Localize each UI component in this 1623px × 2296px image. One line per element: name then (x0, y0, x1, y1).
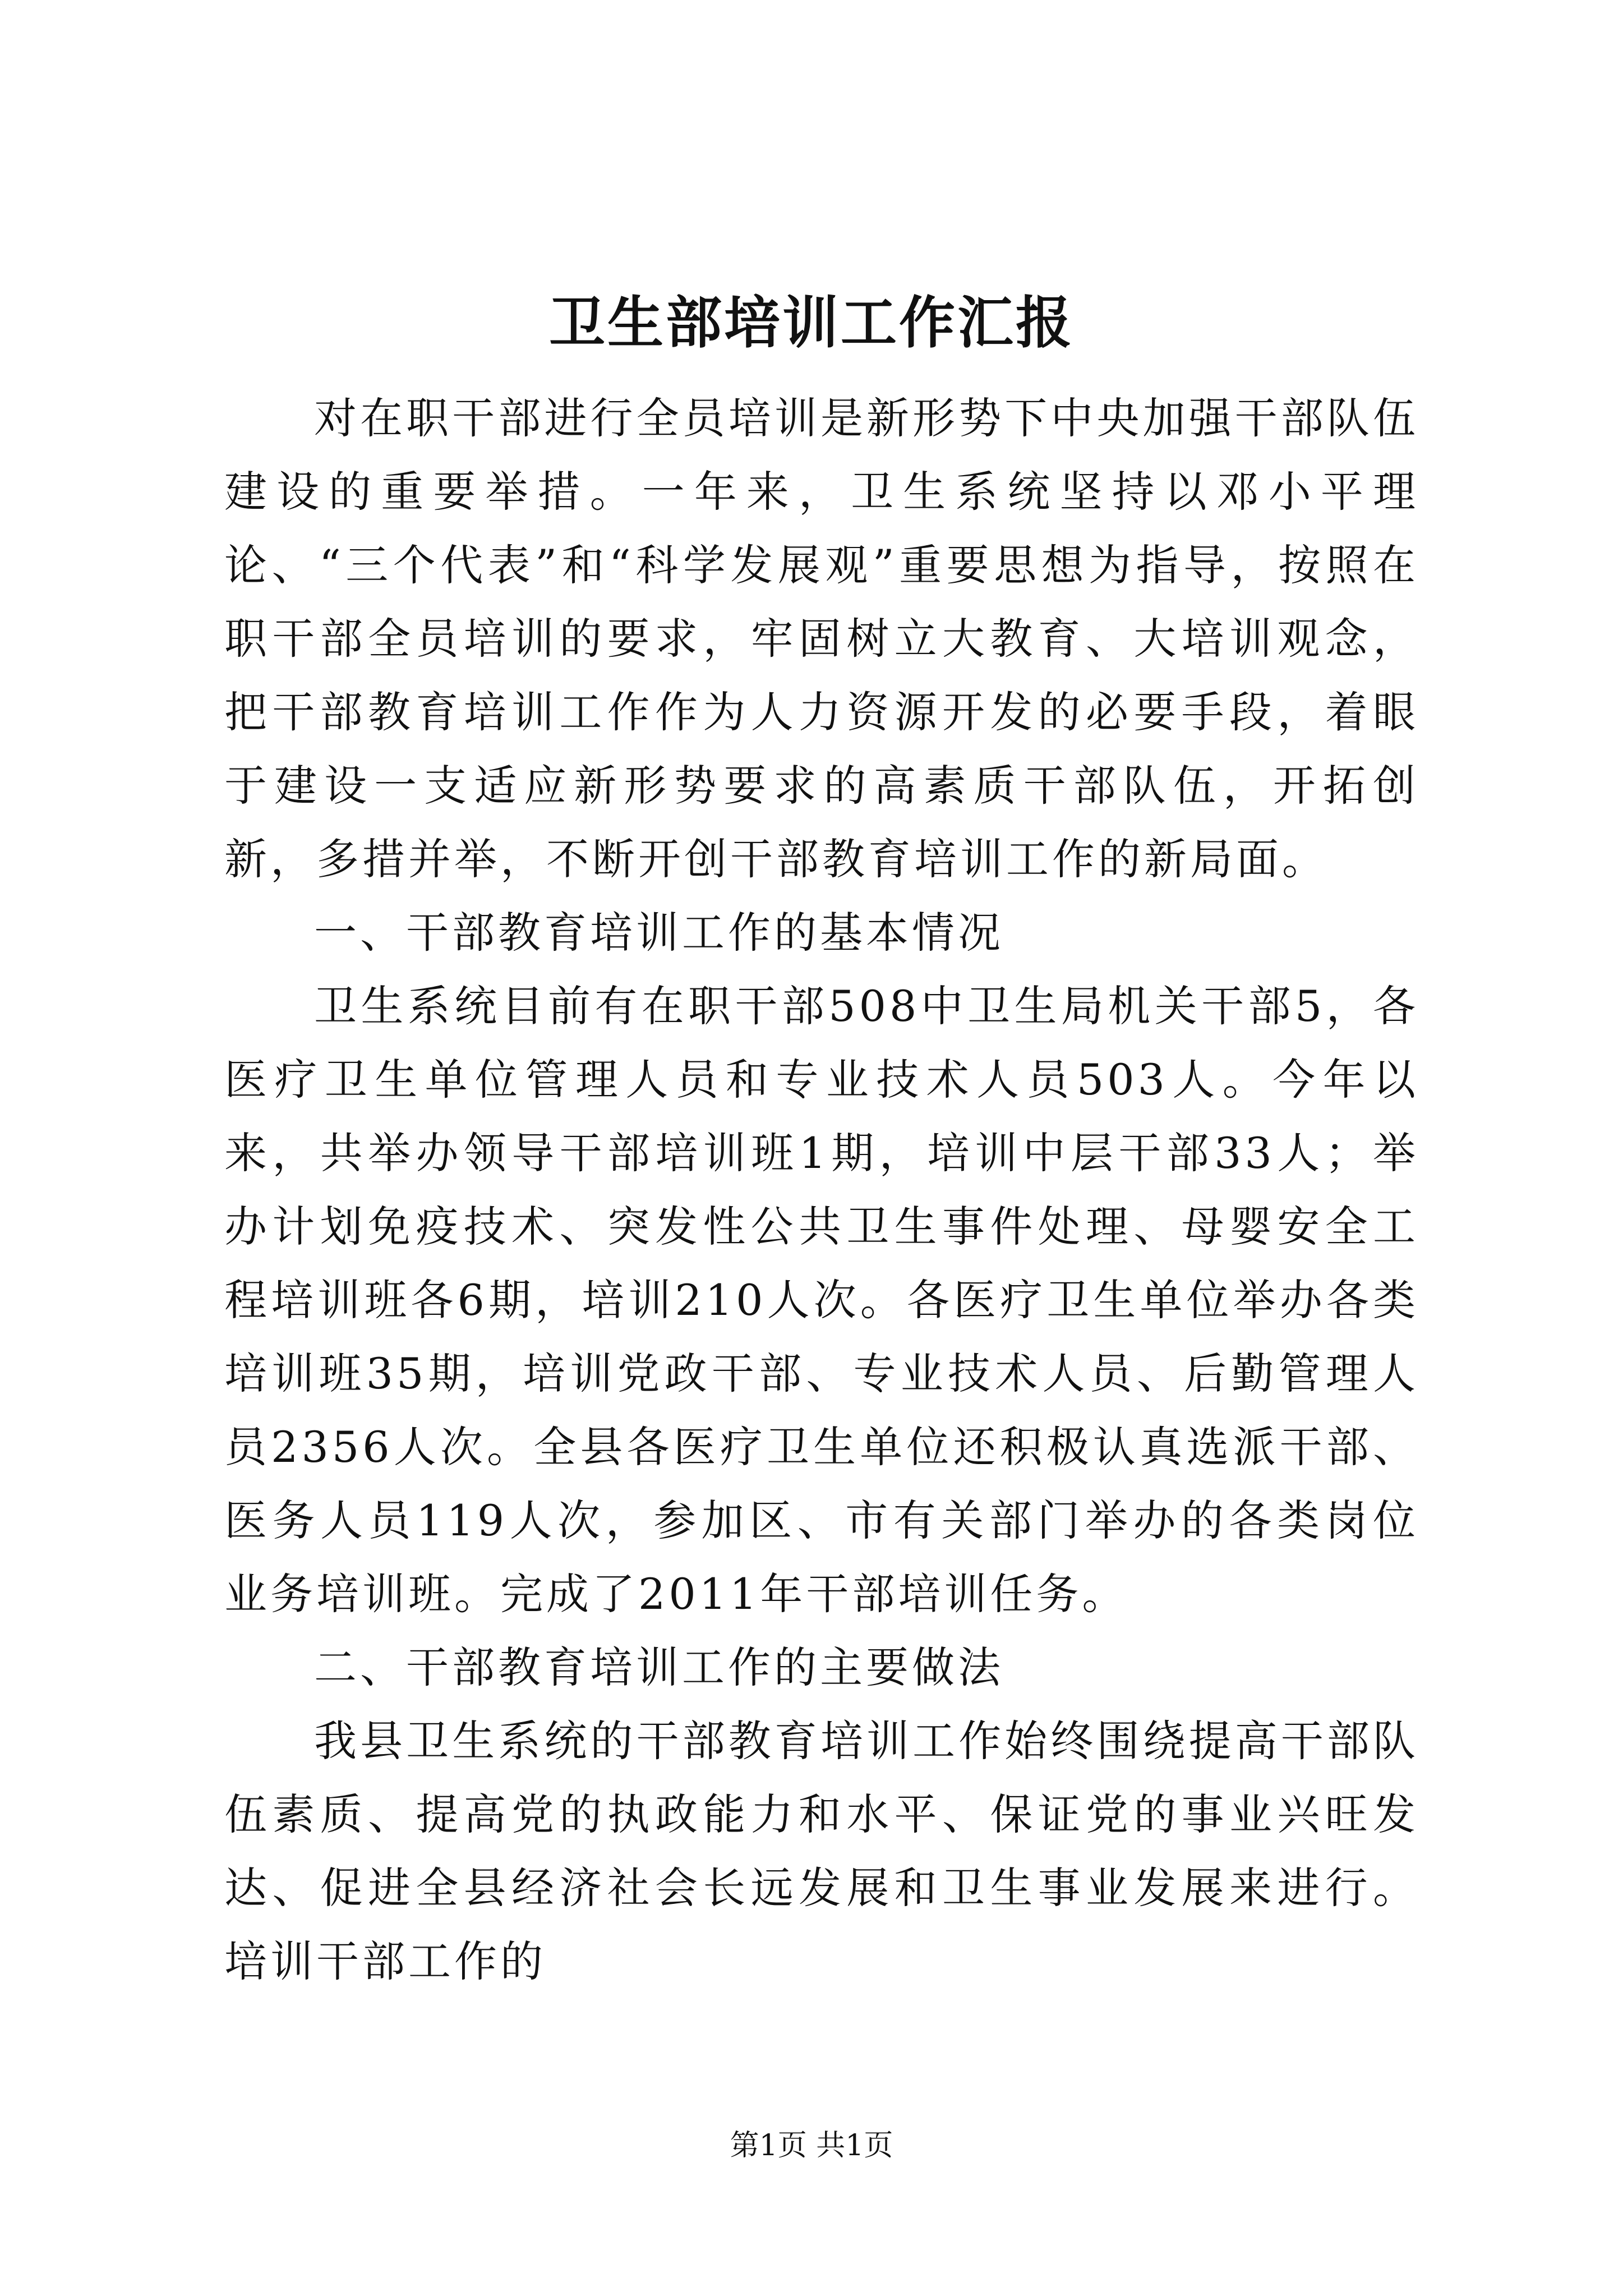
basic-situation-paragraph: 卫生系统目前有在职干部508中卫生局机关干部5，各医疗卫生单位管理人员和专业技术人员503人。今年以来，共举办领导干部培训班1期，培训中层干部33人；举办计划免疫技术、突发性公共卫生事件处理、母婴安全工程培训班各6期，培训210人次。各医疗卫生单位举办各类培训班35期，培训党政干部、专业技术人员、后勤管理人员2356人次。全县各医疗卫生单位还积极认真选派干部、医务人员119人次，参加区、市有关部门举办的各类岗位业务培训班。完成了2011年干部培训任务。 (224, 981, 1419, 1619)
section-heading-1: 一、干部教育培训工作的基本情况 (314, 908, 1004, 958)
intro-paragraph: 对在职干部进行全员培训是新形势下中央加强干部队伍建设的重要举措。一年来，卫生系统坚持以邓小平理论、“三个代表”和“科学发展观”重要思想为指导，按照在职干部全员培训的要求，牢固树立大教育、大培训观念，把干部教育培训工作作为人力资源开发的必要手段，着眼于建设一支适应新形势要求的高素质干部队伍，开拓创新，多措并举，不断开创干部教育培训工作的新局面。 (224, 393, 1419, 884)
section-heading-2: 二、干部教育培训工作的主要做法 (314, 1642, 1004, 1692)
document-body (224, 381, 1419, 1998)
main-practices-paragraph: 我县卫生系统的干部教育培训工作始终围绕提高干部队伍素质、提高党的执政能力和水平、保证党的事业兴旺发达、促进全县经济社会长远发展和卫生事业发展来进行。培训干部工作的 (224, 1716, 1419, 1986)
page-footer: 第1页 共1页 (730, 2129, 893, 2162)
document-title: 卫生部培训工作汇报 (549, 289, 1074, 356)
